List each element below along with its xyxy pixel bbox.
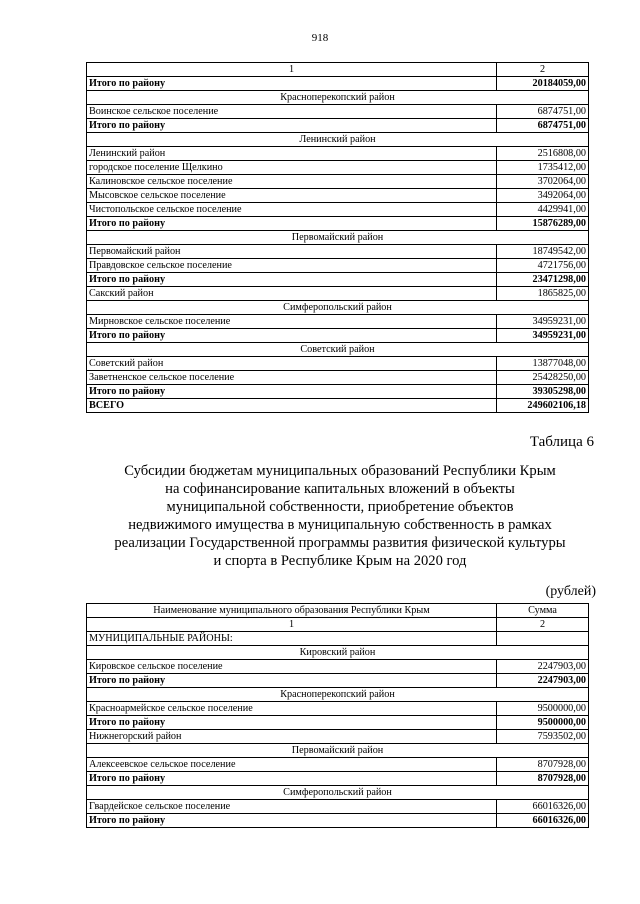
municipality-name-cell: Итого по району — [87, 77, 497, 91]
table-row — [87, 287, 589, 301]
amount-cell: 6874751,00 — [497, 119, 589, 133]
section-header-row — [87, 231, 589, 245]
municipality-name-cell: Мирновское сельское поселение — [87, 315, 497, 329]
municipality-name-cell: Итого по району — [87, 119, 497, 133]
amount-cell: 249602106,18 — [497, 399, 589, 413]
amount-cell — [497, 632, 589, 646]
title-line: Субсидии бюджетам муниципальных образований Республики Крым — [124, 463, 556, 479]
municipality-name-cell: Калиновское сельское поселение — [87, 175, 497, 189]
district-name: Первомайский район — [87, 231, 589, 245]
amount-cell: 2247903,00 — [497, 660, 589, 674]
amount-cell: 9500000,00 — [497, 702, 589, 716]
amount-cell: 3702064,00 — [497, 175, 589, 189]
units-label: (рублей) — [545, 584, 596, 599]
subsidy-table-continued — [86, 62, 589, 413]
municipality-name-cell: Заветненское сельское поселение — [87, 371, 497, 385]
section-header-row — [87, 744, 589, 758]
title-line: на софинансирование капитальных вложений в объекты — [165, 481, 515, 497]
header-row — [87, 604, 589, 618]
municipality-name-cell: Итого по району — [87, 273, 497, 287]
table-row — [87, 371, 589, 385]
municipality-name-cell: Чистопольское сельское поселение — [87, 203, 497, 217]
municipality-name-cell: Итого по району — [87, 716, 497, 730]
municipality-name-cell: МУНИЦИПАЛЬНЫЕ РАЙОНЫ: — [87, 632, 497, 646]
municipality-name-cell: Мысовское сельское поселение — [87, 189, 497, 203]
amount-cell: 66016326,00 — [497, 800, 589, 814]
table-row — [87, 357, 589, 371]
municipality-name-cell: 1 — [87, 63, 497, 77]
amount-cell: 1735412,00 — [497, 161, 589, 175]
amount-cell: 2516808,00 — [497, 147, 589, 161]
municipality-name-cell: Красноармейское сельское поселение — [87, 702, 497, 716]
municipality-name-cell: Правдовское сельское поселение — [87, 259, 497, 273]
table-row — [87, 702, 589, 716]
municipality-name-cell: Нижнегорский район — [87, 730, 497, 744]
municipality-name-cell: Наименование муниципального образования Республики Крым — [87, 604, 497, 618]
amount-cell: 20184059,00 — [497, 77, 589, 91]
table-row — [87, 800, 589, 814]
amount-cell: 34959231,00 — [497, 315, 589, 329]
district-name: Советский район — [87, 343, 589, 357]
amount-cell: Сумма — [497, 604, 589, 618]
table-row — [87, 259, 589, 273]
amount-cell: 1865825,00 — [497, 287, 589, 301]
table-row — [87, 245, 589, 259]
section-header-row — [87, 301, 589, 315]
district-name: Симферопольский район — [87, 786, 589, 800]
section-header-row — [87, 91, 589, 105]
amount-cell: 3492064,00 — [497, 189, 589, 203]
municipality-name-cell: Итого по району — [87, 814, 497, 828]
total-row — [87, 772, 589, 786]
header-row — [87, 618, 589, 632]
municipality-name-cell: Кировское сельское поселение — [87, 660, 497, 674]
total-row — [87, 329, 589, 343]
municipality-name-cell: Гвардейское сельское поселение — [87, 800, 497, 814]
district-name: Красноперекопский район — [87, 688, 589, 702]
amount-cell: 8707928,00 — [497, 772, 589, 786]
district-name: Первомайский район — [87, 744, 589, 758]
total-row — [87, 814, 589, 828]
table-title — [60, 462, 620, 570]
district-name: Кировский район — [87, 646, 589, 660]
total-row — [87, 119, 589, 133]
amount-cell: 34959231,00 — [497, 329, 589, 343]
amount-cell: 25428250,00 — [497, 371, 589, 385]
table-row — [87, 203, 589, 217]
district-name: Ленинский район — [87, 133, 589, 147]
table-row — [87, 660, 589, 674]
amount-cell: 6874751,00 — [497, 105, 589, 119]
municipality-name-cell: ВСЕГО — [87, 399, 497, 413]
district-name: Симферопольский район — [87, 301, 589, 315]
amount-cell: 39305298,00 — [497, 385, 589, 399]
amount-cell: 23471298,00 — [497, 273, 589, 287]
section-header-row — [87, 786, 589, 800]
amount-cell: 15876289,00 — [497, 217, 589, 231]
amount-cell: 4721756,00 — [497, 259, 589, 273]
table-row — [87, 189, 589, 203]
section-header-row — [87, 646, 589, 660]
total-row — [87, 385, 589, 399]
table-row — [87, 161, 589, 175]
section-header-row — [87, 133, 589, 147]
total-row — [87, 716, 589, 730]
table-row — [87, 175, 589, 189]
title-line: муниципальной собственности, приобретение объектов — [166, 499, 514, 515]
municipality-name-cell: Итого по району — [87, 674, 497, 688]
municipality-name-cell: 1 — [87, 618, 497, 632]
table-row — [87, 758, 589, 772]
amount-cell: 4429941,00 — [497, 203, 589, 217]
municipality-name-cell: Итого по району — [87, 772, 497, 786]
total-row — [87, 217, 589, 231]
section-header-row — [87, 343, 589, 357]
amount-cell: 2 — [497, 63, 589, 77]
total-row — [87, 399, 589, 413]
title-line: недвижимого имущества в муниципальную собственность в рамках — [128, 517, 552, 533]
amount-cell: 66016326,00 — [497, 814, 589, 828]
municipality-name-cell: городское поселение Щелкино — [87, 161, 497, 175]
title-line: и спорта в Республике Крым на 2020 год — [213, 553, 467, 569]
amount-cell: 9500000,00 — [497, 716, 589, 730]
municipality-name-cell: Итого по району — [87, 217, 497, 231]
table-row — [87, 730, 589, 744]
amount-cell: 18749542,00 — [497, 245, 589, 259]
total-row — [87, 674, 589, 688]
subsidy-table-6 — [86, 603, 589, 828]
total-row — [87, 273, 589, 287]
municipality-name-cell: Советский район — [87, 357, 497, 371]
total-row — [87, 77, 589, 91]
table-row — [87, 632, 589, 646]
amount-cell: 2 — [497, 618, 589, 632]
municipality-name-cell: Воинское сельское поселение — [87, 105, 497, 119]
municipality-name-cell: Сакский район — [87, 287, 497, 301]
municipality-name-cell: Алексеевское сельское поселение — [87, 758, 497, 772]
table-row — [87, 315, 589, 329]
amount-cell: 13877048,00 — [497, 357, 589, 371]
municipality-name-cell: Итого по району — [87, 329, 497, 343]
table-row — [87, 105, 589, 119]
table-label: Таблица 6 — [529, 434, 594, 450]
page-number: 918 — [311, 32, 329, 44]
section-header-row — [87, 688, 589, 702]
municipality-name-cell: Итого по району — [87, 385, 497, 399]
table-row — [87, 147, 589, 161]
district-name: Красноперекопский район — [87, 91, 589, 105]
amount-cell: 7593502,00 — [497, 730, 589, 744]
header-row — [87, 63, 589, 77]
amount-cell: 8707928,00 — [497, 758, 589, 772]
municipality-name-cell: Первомайский район — [87, 245, 497, 259]
municipality-name-cell: Ленинский район — [87, 147, 497, 161]
amount-cell: 2247903,00 — [497, 674, 589, 688]
title-line: реализации Государственной программы развития физической культуры — [114, 535, 566, 551]
